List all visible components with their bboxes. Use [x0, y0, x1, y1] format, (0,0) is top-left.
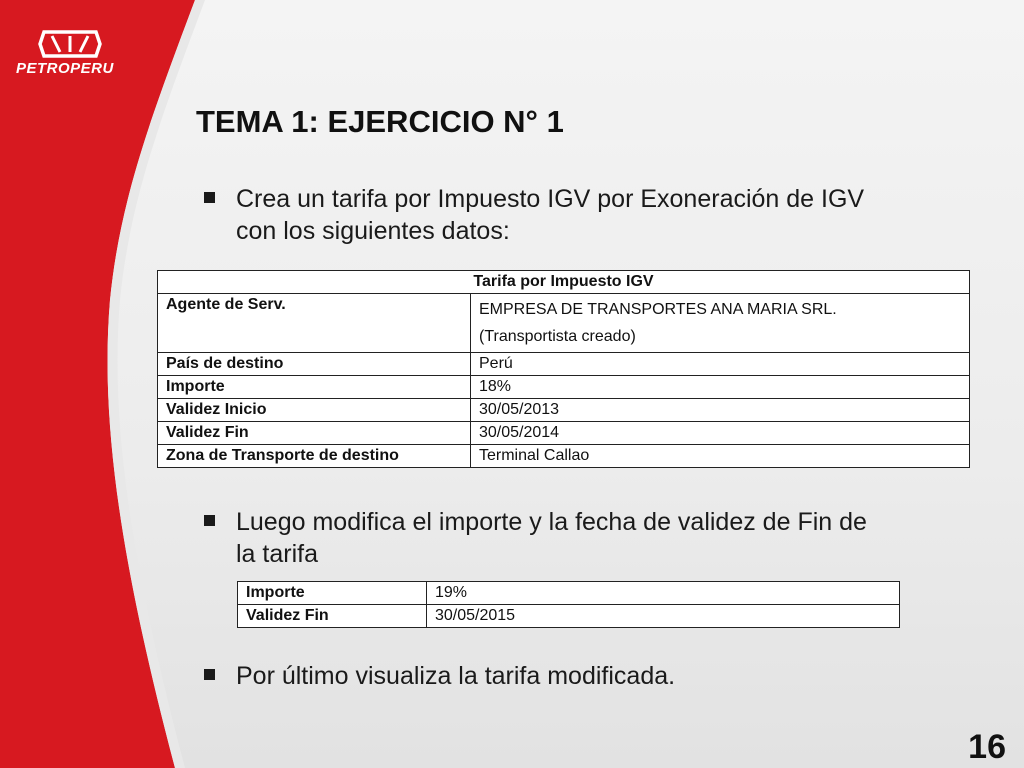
table-row [158, 445, 970, 468]
table-row [158, 399, 970, 422]
bullet-square-icon [204, 515, 215, 526]
row-value: 30/05/2015 [427, 605, 900, 628]
row-value-line-1: EMPRESA DE TRANSPORTES ANA MARIA SRL. [479, 301, 837, 318]
bullet-3 [204, 660, 884, 692]
row-label: Validez Fin [238, 605, 427, 628]
row-label: Importe [158, 376, 471, 399]
row-value-line-2: (Transportista creado) [479, 328, 636, 345]
table-row [238, 582, 900, 605]
row-value: Perú [471, 353, 970, 376]
modificacion-table [237, 581, 900, 628]
bullet-2 [204, 506, 884, 570]
row-value: 19% [427, 582, 900, 605]
row-label: Importe [238, 582, 427, 605]
table-row [158, 422, 970, 445]
tarifa-table-header: Tarifa por Impuesto IGV [158, 271, 970, 294]
row-value: Terminal Callao [471, 445, 970, 468]
slide-title: TEMA 1: EJERCICIO N° 1 [196, 104, 564, 139]
row-label: Validez Fin [158, 422, 471, 445]
row-label: Validez Inicio [158, 399, 471, 422]
row-label: Zona de Transporte de destino [158, 445, 471, 468]
table-row [238, 605, 900, 628]
row-value: 18% [471, 376, 970, 399]
bullet-2-text: Luego modifica el importe y la fecha de validez de Fin de la tarifa [236, 508, 867, 568]
row-value: 30/05/2014 [471, 422, 970, 445]
row-label: Agente de Serv. [158, 294, 471, 353]
page-number: 16 [968, 728, 1006, 766]
bullet-square-icon [204, 669, 215, 680]
bullet-1 [204, 183, 904, 247]
table-row [158, 353, 970, 376]
bullet-square-icon [204, 192, 215, 203]
bullet-1-text: Crea un tarifa por Impuesto IGV por Exoneración de IGV con los siguientes datos: [236, 185, 865, 245]
bullet-3-text: Por último visualiza la tarifa modificada. [236, 662, 676, 690]
row-value: 30/05/2013 [471, 399, 970, 422]
logo-text: PETROPERU [16, 60, 114, 77]
tarifa-table [157, 270, 970, 468]
table-row [158, 294, 970, 353]
row-value [471, 294, 970, 353]
table-row [158, 376, 970, 399]
row-label: País de destino [158, 353, 471, 376]
